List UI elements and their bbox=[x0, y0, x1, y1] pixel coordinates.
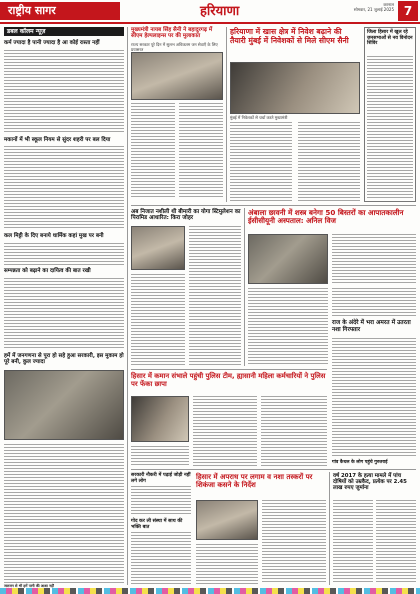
left-headline-1: कर्म ज्यादा है पानी ज्यादा है आ कोई रास्ता नहीं bbox=[4, 40, 100, 46]
bottom-center-body-b bbox=[196, 544, 258, 584]
lead-headline: हरियाणा में खास क्षेत्र में निवेश बढ़ाने की तैयारी मुंबई में निवेशकों से मिले सीएम सैनी bbox=[230, 27, 349, 45]
masthead bbox=[0, 0, 420, 22]
print-color-strip bbox=[0, 588, 420, 594]
column-banner: डबल कॉलम न्यूज़ bbox=[4, 27, 124, 36]
left-article-3-body bbox=[4, 243, 124, 265]
left-article-1-body bbox=[4, 50, 124, 134]
column-divider-4 bbox=[329, 472, 330, 585]
center-story-1-photo bbox=[131, 226, 185, 270]
mid-left-headline: हिसार में कमान संभाले पहुंची पुलिस टीम, ह्यासानी महिला कर्मचारियों ने पुलिस पर फेंका छापा bbox=[131, 372, 326, 388]
date-block bbox=[336, 2, 394, 12]
mid-left-photo bbox=[131, 396, 189, 442]
brand-banner: राष्ट्रीय सागर bbox=[0, 2, 120, 20]
center-story-2-body-c bbox=[332, 288, 416, 316]
top-center-body-a bbox=[131, 103, 175, 198]
brief-2-body bbox=[131, 532, 191, 584]
bottom-center-body-a bbox=[262, 500, 326, 584]
brief-4-headline: जलजन से भी हमें पानी की आशा नहीं bbox=[4, 584, 54, 588]
mid-right-headline: राज के अंदेरे में भरा अमरत में उतरता नशा गिरफ्तार bbox=[332, 320, 411, 333]
top-center-headline: मुख्यमंत्री नायब सिंह सैनी ने बहादुरगढ़ में सीएम हेल्पलाइन्स पर की मुलाकात bbox=[131, 27, 213, 40]
row-divider-1 bbox=[131, 205, 416, 206]
top-center-deck: राज्य सरकार पूरे दिन में सुलभ अधिकतम जन सेवाएँ के लिए प्रयासरत bbox=[131, 42, 218, 52]
brief-1-headline: सरकारी नौकरी में पढ़ाई जोड़ी नहीं लगे लोग bbox=[131, 473, 191, 484]
left-article-4-body bbox=[4, 278, 124, 350]
center-story-1-body-a bbox=[131, 274, 185, 366]
mid-left-body-a bbox=[193, 396, 257, 466]
row-divider-2 bbox=[131, 369, 327, 370]
top-center-body-b bbox=[179, 103, 223, 198]
center-story-2-body-a bbox=[332, 234, 416, 284]
mid-left-body-b bbox=[261, 396, 327, 466]
bottom-right-body-a bbox=[333, 500, 373, 584]
center-story-2-body-b bbox=[248, 288, 328, 366]
brief-1-body bbox=[131, 486, 191, 516]
bottom-right-body-b bbox=[376, 500, 416, 584]
left-headline-5: हमें में जनगणना से पूरा हो सहे हुआ सरकारी, इस मुकाम हो पूरे बनी, कुल ज्यादा bbox=[4, 353, 124, 366]
center-story-2-photo bbox=[248, 234, 328, 284]
top-center-photo bbox=[131, 52, 223, 100]
masthead-rule bbox=[0, 22, 420, 24]
center-story-1-body-b bbox=[189, 226, 241, 366]
lead-body-b bbox=[298, 122, 360, 202]
left-headline-2: मकानों में भी स्कूल नियम से सुंदर शहरी पर बल दिया bbox=[4, 137, 111, 143]
right-box bbox=[364, 27, 416, 202]
lead-photo bbox=[230, 62, 360, 114]
row-divider-3 bbox=[131, 469, 416, 470]
lead-caption: मुंबई में निवेशकों से चर्चा करते मुख्यमंत्री bbox=[230, 115, 288, 120]
left-news-photo bbox=[4, 370, 124, 440]
bottom-center-photo bbox=[196, 500, 258, 540]
center-story-2-headline: अंबाला छावनी में शस्त्र बनेगा 50 बिस्तरों का आपातकालीन ईसीसीयूनी अस्पताल: अनिल विज bbox=[248, 208, 404, 226]
center-story-1-headline: अब निजात नशीली थी बीमारी का योगा स्टिमुलेशन का पिरामिड आधारित: किरा जोहर bbox=[131, 209, 241, 222]
brief-3-headline: गांव कैथल के लोग पहुंचे गुरुतराई bbox=[332, 460, 388, 465]
column-divider-2 bbox=[226, 27, 227, 202]
bottom-right-headline: वर्ष 2017 के हत्या मामले में पांच दोषियों को उम्रकैद, प्रत्येक पर 2.45 लाख रुपए जुर्माना bbox=[333, 473, 407, 492]
left-headline-3: कल मिट्टी के दिए बनाये धार्मिक कहां मुख पर बनी bbox=[4, 233, 104, 239]
left-article-2-body bbox=[4, 146, 124, 230]
brief-2-headline: गोद कर ली संस्था में साथ की भक्ति बात bbox=[131, 519, 183, 530]
city-label: करनाल bbox=[383, 2, 394, 7]
column-divider-1 bbox=[127, 27, 128, 585]
right-box-headline: जिला हिसार में खुल रहे जनसभाओं से नव विनोदन शिविर bbox=[367, 30, 413, 47]
date-label: सोमवार, 21 जुलाई 2025 bbox=[353, 7, 394, 12]
column-divider-3 bbox=[244, 208, 245, 366]
right-box-body bbox=[367, 56, 413, 198]
mid-right-body bbox=[332, 338, 416, 458]
bottom-center-headline: हिसार में अपराध पर लगाम व नशा तस्करों पर शिकंजा कसने के निर्देश bbox=[196, 473, 313, 490]
left-article-5-body bbox=[4, 444, 124, 584]
page-number: 7 bbox=[398, 1, 418, 21]
lead-body-a bbox=[230, 122, 292, 202]
left-headline-4: सम्पन्नता को बढ़ाने का दायित्व की बात रखी bbox=[4, 268, 91, 274]
section-title: हरियाणा bbox=[200, 4, 240, 19]
mid-left-body-c bbox=[131, 446, 189, 466]
